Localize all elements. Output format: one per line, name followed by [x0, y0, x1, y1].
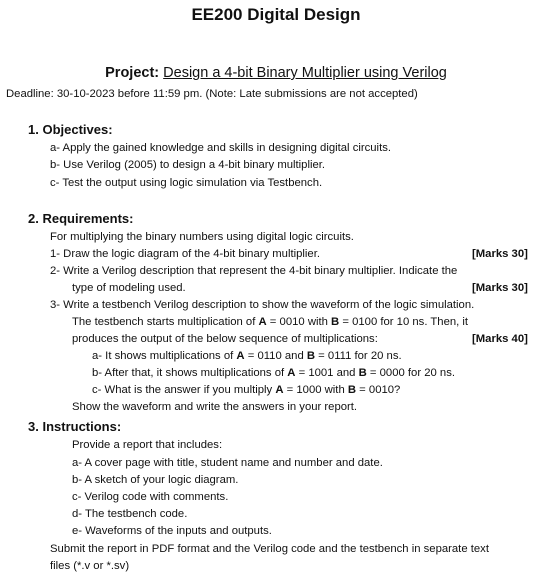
var-a: A [275, 384, 284, 396]
project-label: Project: [105, 65, 160, 81]
document-title: EE200 Digital Design [191, 5, 361, 24]
requirement-3-marks: [Marks 40] [472, 333, 528, 345]
requirement-2-line2: type of modeling used. [72, 282, 186, 294]
submit-line2: files (*.v or *.sv) [50, 560, 130, 572]
var-b: B [306, 350, 316, 362]
requirement-3-line2 [72, 314, 468, 331]
instruction-item-a: a- A cover page with title, student name and number and date. [72, 457, 383, 469]
requirement-3-line1: 3- Write a testbench Verilog description to show the waveform of the logic simulation. [50, 299, 475, 311]
project-heading [0, 63, 552, 83]
text-run: = 1000 with [283, 384, 348, 396]
var-a: A [258, 316, 267, 328]
instruction-item-e: e- Waveforms of the inputs and outputs. [72, 525, 272, 537]
requirement-2-marks: [Marks 30] [472, 282, 528, 294]
text-run: = 1001 and [295, 367, 359, 379]
var-a: A [236, 350, 245, 362]
submit-line1: Submit the report in PDF format and the Verilog code and the testbench in separate text [50, 543, 489, 555]
objectives-heading: 1. Objectives: [28, 122, 113, 137]
var-b: B [358, 367, 367, 379]
text-run: = 0111 for 20 ns. [315, 350, 402, 362]
objective-item-b: b- Use Verilog (2005) to design a 4-bit binary multiplier. [50, 159, 326, 171]
text-run: = 0010 with [266, 316, 332, 328]
requirements-heading: 2. Requirements: [28, 211, 134, 226]
instructions-heading: 3. Instructions: [28, 419, 122, 434]
sequence-item-c [92, 382, 400, 399]
instruction-item-b: b- A sketch of your logic diagram. [72, 474, 239, 486]
show-waveform-line: Show the waveform and write the answers in your report. [72, 401, 358, 413]
deadline-line: Deadline: 30-10-2023 before 11:59 pm. (Note: Late submissions are not accepted) [6, 88, 418, 100]
objective-item-a: a- Apply the gained knowledge and skills in designing digital circuits. [50, 142, 391, 154]
instruction-item-d: d- The testbench code. [72, 508, 188, 520]
requirements-intro: For multiplying the binary numbers using digital logic circuits. [50, 231, 354, 243]
var-b: B [331, 316, 340, 328]
requirement-3-line3: produces the output of the below sequence of multiplications: [72, 333, 378, 345]
instructions-intro: Provide a report that includes: [72, 439, 223, 451]
var-a: A [287, 367, 296, 379]
requirement-1: 1- Draw the logic diagram of the 4-bit binary multiplier. [50, 248, 320, 260]
project-title: Design a 4-bit Binary Multiplier using Verilog [163, 65, 447, 81]
objective-item-c: c- Test the output using logic simulation via Testbench. [50, 177, 323, 189]
text-run: = 0010? [356, 384, 401, 396]
var-b: B [347, 384, 357, 396]
sequence-item-b [92, 365, 455, 382]
requirement-1-marks: [Marks 30] [472, 248, 528, 260]
text-run: The testbench starts multiplication of [72, 316, 259, 328]
sequence-item-a [92, 348, 402, 365]
text-run: = 0100 for 10 ns. Then, it [339, 316, 469, 328]
text-run: = 0000 for 20 ns. [366, 367, 456, 379]
text-run: c- What is the answer if you multiply [92, 384, 276, 396]
text-run: b- After that, it shows multiplications of [92, 367, 288, 379]
requirement-2-line1: 2- Write a Verilog description that represent the 4-bit binary multiplier. Indicate the [50, 265, 458, 277]
text-run: a- It shows multiplications of [92, 350, 237, 362]
instruction-item-c: c- Verilog code with comments. [72, 491, 229, 503]
text-run: = 0110 and [244, 350, 307, 362]
